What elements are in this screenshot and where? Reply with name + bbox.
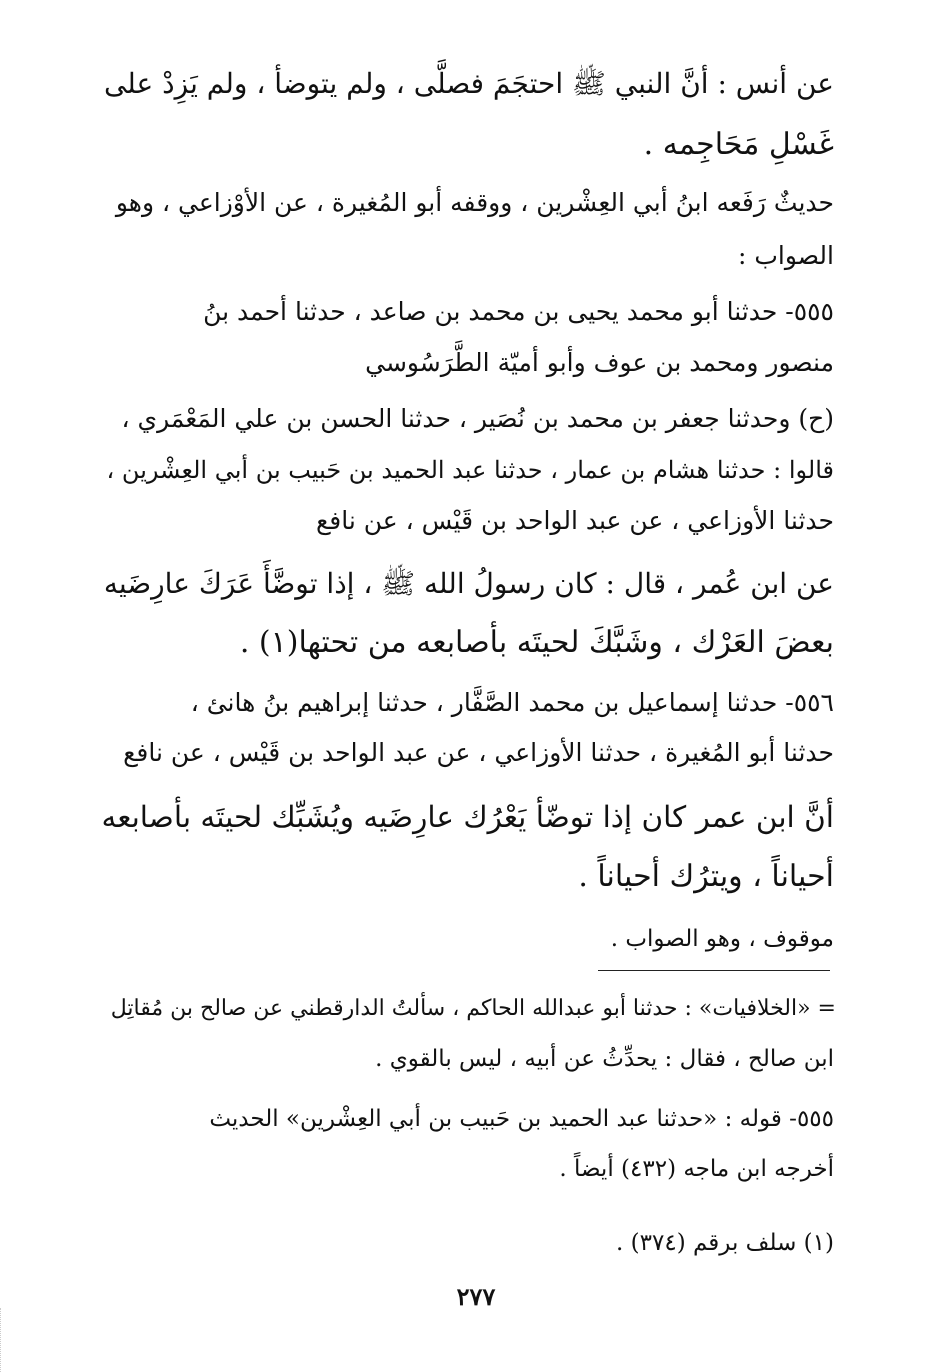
isnad-line: ٥٥٦- حدثنا إسماعيل بن محمد الصَّفَّار ، حدثنا إبراهيم بنُ هانئ ، [190, 688, 834, 717]
page-edge-mark [0, 1308, 5, 1372]
hadith-text-line: عن ابن عُمر ، قال : كان رسولُ الله ﷺ ، إذا توضَّأَ عَرَكَ عارِضَيه [103, 567, 834, 600]
commentary-line: حديثٌ رَفَعه ابنُ أبي العِشْرين ، ووقفه أبو المُغيرة ، عن الأوْزاعي ، وهو [115, 188, 834, 217]
footnote-separator [598, 970, 830, 971]
hadith-text-line: عن أنس : أنَّ النبي ﷺ احتجَمَ فصلَّى ، ولم يتوضأ ، ولم يَزِدْ على [103, 67, 834, 100]
isnad-line: (ح) وحدثنا جعفر بن محمد بن نُصَير ، حدثنا الحسن بن علي المَعْمَري ، [121, 404, 834, 433]
commentary-line: الصواب : [737, 241, 834, 270]
hadith-text-line: غَسْلِ مَحَاجِمه . [643, 127, 834, 162]
isnad-line: حدثنا أبو المُغيرة ، حدثنا الأوزاعي ، عن عبد الواحد بن قَيْس ، عن نافع [123, 738, 834, 767]
hadith-text-line: أحياناً ، ويترُك أحياناً . [578, 859, 834, 894]
footnote-line: = «الخلافيات» : حدثنا أبو عبدالله الحاكم ، سألتُ الدارقطني عن صالح بن مُقاتِل [110, 996, 836, 1021]
isnad-line: حدثنا الأوزاعي ، عن عبد الواحد بن قَيْس ، عن نافع [315, 506, 834, 535]
isnad-line: منصور ومحمد بن عوف وأبو أميّة الطَّرَسُوسي [365, 348, 834, 377]
footnote-line: أخرجه ابن ماجه (٤٣٢) أيضاً . [559, 1156, 834, 1182]
verdict-line: موقوف ، وهو الصواب . [610, 926, 834, 952]
isnad-line: قالوا : حدثنا هشام بن عمار ، حدثنا عبد الحميد بن حَبيب بن أبي العِشْرين ، [106, 456, 834, 484]
hadith-text-line: أنَّ ابن عمر كان إذا توضّأ يَعْرُك عارِضَيه ويُشَبِّك لحيتَه بأصابعه [101, 800, 834, 834]
footnote-line: ابن صالح ، فقال : يحدِّثُ عن أبيه ، ليس بالقوي . [375, 1046, 834, 1072]
hadith-text-line: بعضَ العَرْك ، وشَبَّكَ لحيتَه بأصابعه من تحتها(١) . [239, 625, 834, 660]
footnote-line: ٥٥٥- قوله : «حدثنا عبد الحميد بن حَبيب بن أبي العِشْرين» الحديث [209, 1106, 834, 1132]
page-number: ٢٧٧ [456, 1282, 496, 1311]
isnad-line: ٥٥٥- حدثنا أبو محمد يحيى بن محمد بن صاعد ، حدثنا أحمد بنُ [203, 297, 834, 326]
footnote-line: (١) سلف برقم (٣٧٤) . [616, 1230, 834, 1256]
